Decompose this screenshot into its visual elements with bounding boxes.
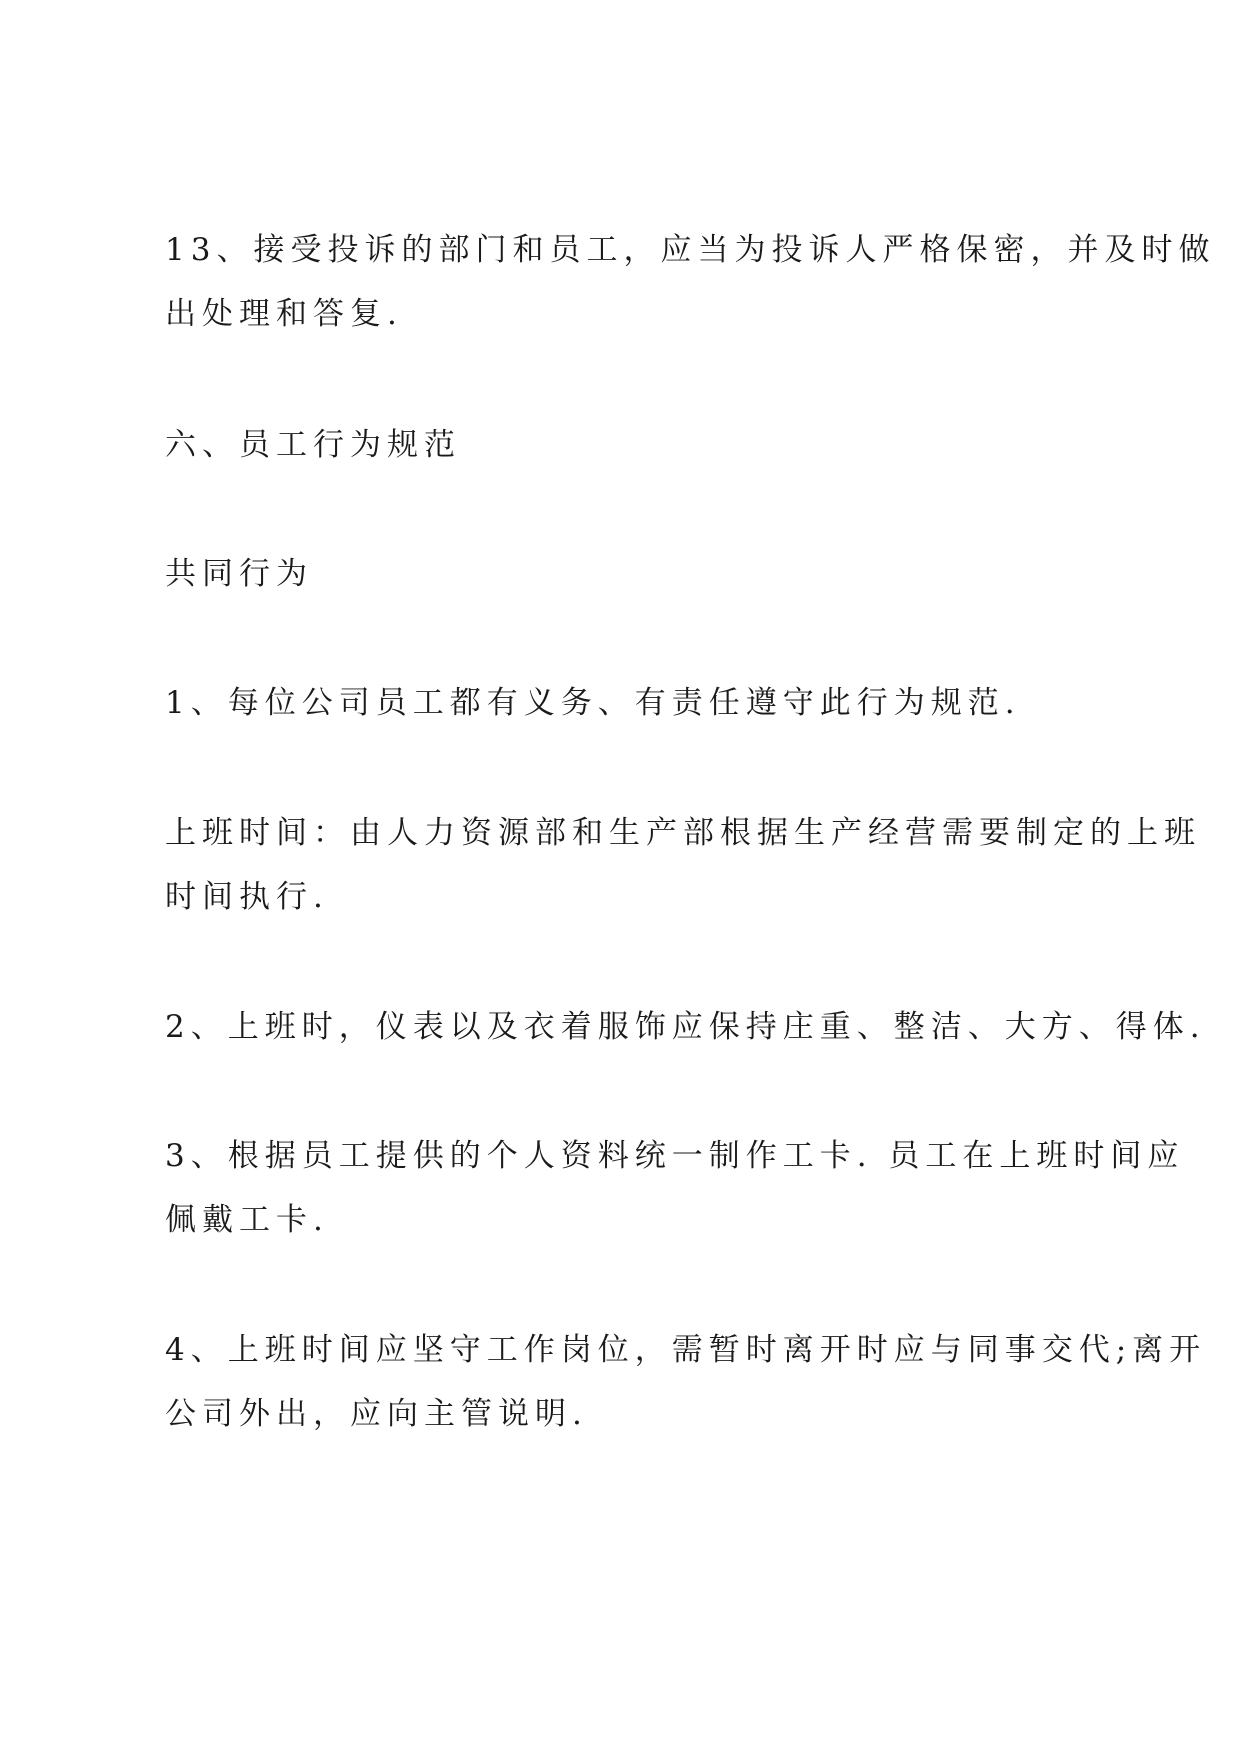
paragraph-line: 公司外出，应向主管说明.: [165, 1396, 588, 1432]
paragraph-line: 1、每位公司员工都有义务、有责任遵守此行为规范.: [165, 685, 1021, 721]
paragraph-item-2: [165, 995, 1206, 1059]
paragraph-item-13: [165, 218, 1216, 346]
paragraph-line: 4、上班时间应坚守工作岗位，需暂时离开时应与同事交代;离开: [165, 1332, 1207, 1368]
paragraph-line: 上班时间：由人力资源部和生产部根据生产经营需要制定的上班: [165, 815, 1201, 851]
paragraph-line: 时间执行.: [165, 879, 329, 915]
paragraph-line: 13、接受投诉的部门和员工，应当为投诉人严格保密，并及时做: [165, 232, 1216, 268]
section-heading-behavior-norms: [165, 413, 1095, 477]
subheading-common-behavior: [165, 542, 1095, 606]
paragraph-item-4: [165, 1318, 1207, 1446]
paragraph-line: 3、根据员工提供的个人资料统一制作工卡. 员工在上班时间应: [165, 1138, 1185, 1174]
paragraph-line: 佩戴工卡.: [165, 1202, 329, 1238]
paragraph-line: 出处理和答复.: [165, 296, 403, 332]
heading-line: 六、员工行为规范: [165, 427, 461, 463]
paragraph-item-1: [165, 671, 1095, 735]
heading-line: 共同行为: [165, 556, 313, 592]
paragraph-item-3: [165, 1124, 1185, 1252]
paragraph-line: 2、上班时，仪表以及衣着服饰应保持庄重、整洁、大方、得体.: [165, 1009, 1206, 1045]
paragraph-work-time: [165, 801, 1201, 929]
